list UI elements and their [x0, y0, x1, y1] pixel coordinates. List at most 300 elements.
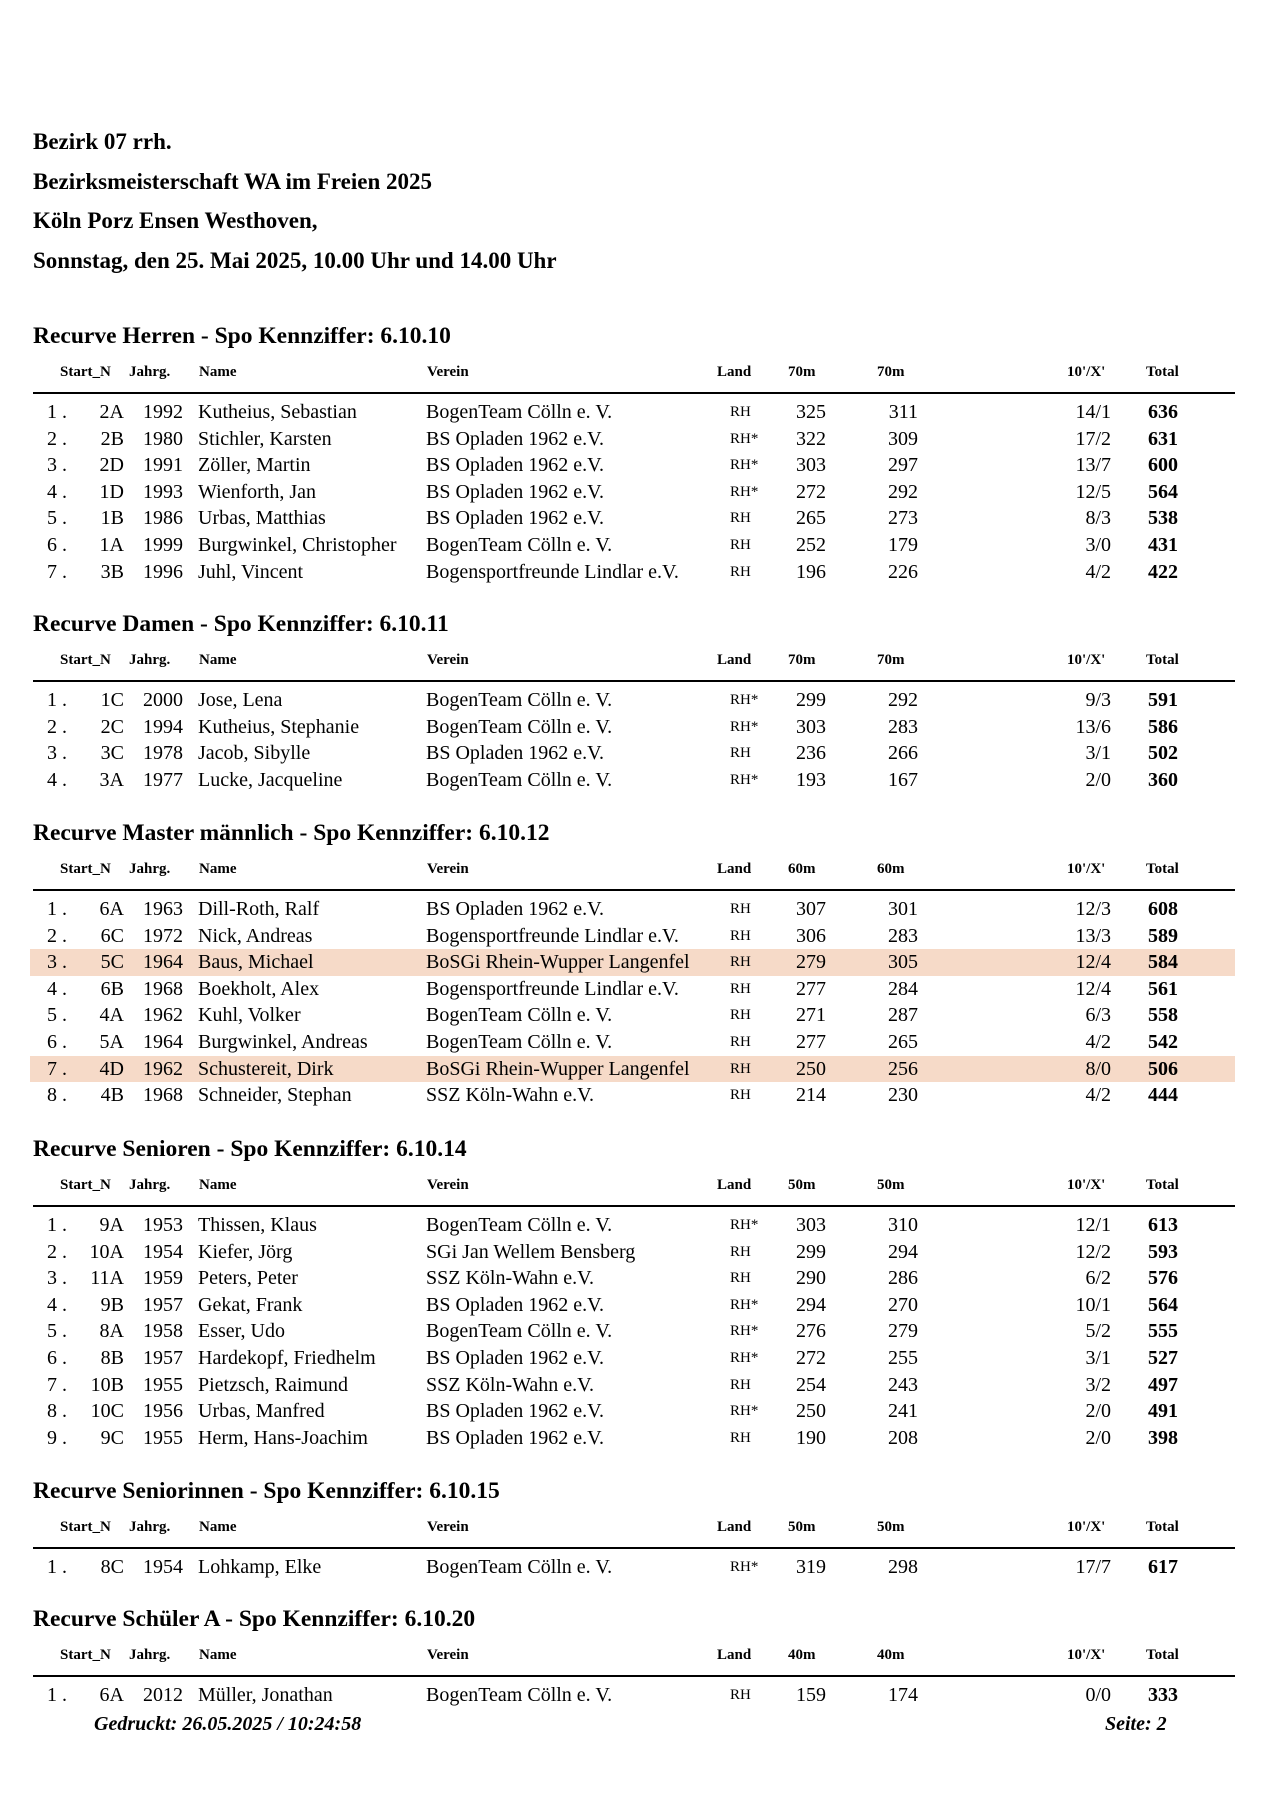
cell-total: 422	[1148, 560, 1178, 583]
cell-year: 1993	[143, 480, 183, 503]
cell-land: RH	[730, 1060, 751, 1077]
cell-rank: 4 .	[47, 480, 67, 503]
cell-x: 12/5	[1075, 480, 1111, 503]
table-row	[30, 949, 1235, 976]
cell-name: Stichler, Karsten	[198, 427, 332, 450]
cell-land: RH*	[730, 457, 759, 474]
category-title: Recurve Master männlich - Spo Kennziffer: 6.10.12	[33, 820, 550, 846]
cell-start: 11A	[90, 1267, 124, 1290]
table-row	[0, 399, 1280, 426]
cell-name: Zöller, Martin	[198, 454, 311, 477]
cell-name: Burgwinkel, Christopher	[198, 533, 397, 556]
cell-club: SSZ Köln-Wahn e.V.	[426, 1373, 595, 1396]
cell-year: 1992	[143, 401, 183, 423]
cell-start: 1D	[99, 480, 124, 503]
cell-year: 1955	[143, 1426, 183, 1449]
cell-club: Bogensportfreunde Lindlar e.V.	[426, 977, 679, 1000]
column-header-x: 10'/X'	[1067, 861, 1106, 877]
column-header-r1: 40m	[788, 1647, 816, 1663]
cell-year: 1968	[143, 977, 183, 1000]
cell-land: RH*	[730, 1559, 759, 1575]
cell-year: 1964	[143, 951, 183, 974]
cell-name: Juhl, Vincent	[198, 560, 304, 583]
cell-year: 1955	[143, 1373, 183, 1396]
cell-rank: 9 .	[47, 1426, 67, 1449]
cell-land: RH	[730, 954, 751, 971]
cell-start: 9B	[100, 1293, 124, 1316]
table-row	[0, 559, 1280, 586]
cell-land: RH*	[730, 692, 759, 708]
page-number: Seite: 2	[1105, 1713, 1167, 1735]
cell-total: 360	[1148, 768, 1178, 791]
column-header-x: 10'/X'	[1067, 364, 1106, 380]
cell-start: 3A	[99, 768, 124, 791]
cell-r1: 322	[796, 427, 826, 450]
table-row	[0, 687, 1280, 714]
cell-club: BS Opladen 1962 e.V.	[426, 507, 604, 530]
column-header-start: Start_N	[60, 364, 111, 380]
cell-rank: 6 .	[47, 533, 67, 556]
cell-rank: 1 .	[47, 898, 67, 920]
cell-r1: 276	[796, 1320, 826, 1343]
cell-x: 13/7	[1075, 454, 1111, 477]
cell-start: 6A	[99, 898, 124, 920]
cell-r1: 252	[796, 533, 826, 556]
column-header-row	[0, 861, 1280, 881]
table-row	[0, 1292, 1280, 1319]
cell-land: RH	[730, 1429, 751, 1446]
cell-club: BogenTeam Cölln e. V.	[426, 533, 613, 556]
cell-r2: 284	[888, 977, 918, 1000]
cell-r1: 299	[796, 1240, 826, 1263]
cell-start: 5C	[100, 951, 124, 974]
cell-name: Esser, Udo	[198, 1320, 285, 1343]
result-rows	[0, 1212, 1280, 1451]
column-header-r2: 50m	[877, 1519, 905, 1535]
cell-land: RH	[730, 901, 751, 917]
column-header-total: Total	[1146, 1647, 1179, 1663]
cell-year: 1986	[143, 507, 183, 530]
column-header-year: Jahrg.	[129, 1647, 171, 1663]
cell-total: 333	[1148, 1684, 1178, 1706]
cell-total: 506	[1148, 1057, 1178, 1080]
cell-club: BS Opladen 1962 e.V.	[426, 454, 604, 477]
cell-rank: 2 .	[47, 924, 67, 947]
cell-r2: 298	[888, 1556, 918, 1578]
cell-x: 13/3	[1075, 924, 1111, 947]
cell-year: 1978	[143, 742, 183, 765]
cell-land: RH	[730, 1270, 751, 1287]
table-row	[0, 532, 1280, 559]
cell-year: 1964	[143, 1030, 183, 1053]
cell-r2: 167	[888, 768, 918, 791]
column-header-total: Total	[1146, 861, 1179, 877]
cell-start: 1A	[99, 533, 124, 556]
cell-total: 564	[1148, 1293, 1178, 1316]
cell-name: Lohkamp, Elke	[198, 1556, 322, 1578]
table-row	[0, 1002, 1280, 1029]
cell-total: 431	[1148, 533, 1178, 556]
column-header-name: Name	[199, 364, 237, 380]
column-header-r2: 60m	[877, 861, 905, 877]
cell-club: BS Opladen 1962 e.V.	[426, 1346, 604, 1369]
cell-total: 576	[1148, 1267, 1178, 1290]
cell-name: Jacob, Sibylle	[198, 742, 311, 765]
cell-name: Wienforth, Jan	[198, 480, 317, 503]
cell-rank: 5 .	[47, 507, 67, 530]
cell-name: Jose, Lena	[198, 689, 283, 711]
column-header-name: Name	[199, 1177, 237, 1193]
cell-total: 444	[1148, 1084, 1178, 1107]
column-header-club: Verein	[427, 1647, 469, 1663]
cell-rank: 3 .	[47, 454, 67, 477]
cell-x: 17/2	[1075, 427, 1111, 450]
table-row	[0, 1345, 1280, 1372]
cell-land: RH	[730, 536, 751, 553]
column-header-land: Land	[717, 1177, 752, 1193]
column-header-r1: 50m	[788, 1177, 816, 1193]
event-title: Bezirksmeisterschaft WA im Freien 2025	[33, 169, 433, 194]
cell-x: 4/2	[1085, 560, 1111, 583]
cell-r1: 272	[796, 1346, 826, 1369]
column-header-r2: 70m	[877, 364, 905, 380]
cell-year: 1977	[143, 768, 183, 791]
column-header-total: Total	[1146, 652, 1179, 668]
cell-start: 8B	[100, 1346, 124, 1369]
cell-x: 4/2	[1085, 1084, 1111, 1107]
cell-rank: 5 .	[47, 1004, 67, 1027]
result-rows	[0, 399, 1280, 585]
cell-name: Peters, Peter	[198, 1267, 298, 1290]
cell-land: RH*	[730, 718, 759, 735]
cell-year: 1957	[143, 1346, 183, 1369]
cell-year: 1972	[143, 924, 183, 947]
cell-r1: 254	[796, 1373, 826, 1396]
column-header-total: Total	[1146, 1519, 1179, 1535]
cell-start: 2B	[100, 427, 124, 450]
cell-land: RH	[730, 1687, 751, 1703]
cell-x: 8/3	[1085, 507, 1111, 530]
column-header-land: Land	[717, 652, 752, 668]
cell-r1: 272	[796, 480, 826, 503]
header-rule	[33, 1675, 1235, 1677]
cell-club: BS Opladen 1962 e.V.	[426, 1400, 604, 1423]
table-row	[0, 714, 1280, 741]
cell-land: RH	[730, 404, 751, 420]
cell-total: 589	[1148, 924, 1178, 947]
cell-r2: 241	[888, 1400, 918, 1423]
column-header-land: Land	[717, 1647, 752, 1663]
table-row	[0, 1029, 1280, 1056]
event-date: Sonnstag, den 25. Mai 2025, 10.00 Uhr und 14.00 Uhr	[33, 248, 557, 273]
cell-name: Kutheius, Stephanie	[198, 715, 360, 738]
table-row	[0, 1265, 1280, 1292]
cell-x: 13/6	[1075, 715, 1111, 738]
cell-total: 491	[1148, 1400, 1178, 1423]
cell-x: 14/1	[1075, 401, 1111, 423]
cell-x: 2/0	[1085, 1400, 1111, 1423]
column-header-year: Jahrg.	[129, 1519, 171, 1535]
column-header-name: Name	[199, 1647, 237, 1663]
cell-land: RH*	[730, 1403, 759, 1420]
column-header-name: Name	[199, 1519, 237, 1535]
cell-name: Burgwinkel, Andreas	[198, 1030, 368, 1053]
cell-x: 12/1	[1075, 1214, 1111, 1236]
cell-r1: 271	[796, 1004, 826, 1027]
cell-r2: 230	[888, 1084, 918, 1107]
table-row	[0, 896, 1280, 923]
cell-x: 12/2	[1075, 1240, 1111, 1263]
cell-total: 584	[1148, 951, 1178, 974]
cell-r1: 303	[796, 715, 826, 738]
cell-start: 10C	[90, 1400, 124, 1423]
cell-total: 586	[1148, 715, 1178, 738]
column-header-row	[0, 1647, 1280, 1667]
cell-land: RH	[730, 980, 751, 997]
column-header-row	[0, 1177, 1280, 1197]
cell-start: 2A	[99, 401, 124, 423]
cell-r1: 196	[796, 560, 826, 583]
table-row	[0, 1425, 1280, 1452]
column-header-name: Name	[199, 652, 237, 668]
column-header-year: Jahrg.	[129, 364, 171, 380]
result-rows	[0, 1554, 1280, 1581]
category-title: Recurve Seniorinnen - Spo Kennziffer: 6.10.15	[33, 1478, 500, 1504]
cell-year: 1963	[143, 898, 183, 920]
cell-club: BS Opladen 1962 e.V.	[426, 427, 604, 450]
cell-r2: 294	[888, 1240, 918, 1263]
cell-rank: 6 .	[47, 1030, 67, 1053]
cell-name: Kiefer, Jörg	[198, 1240, 293, 1263]
cell-rank: 4 .	[47, 1293, 67, 1316]
cell-r2: 270	[888, 1293, 918, 1316]
cell-rank: 1 .	[47, 1214, 67, 1236]
cell-x: 2/0	[1085, 1426, 1111, 1449]
cell-r2: 226	[888, 560, 918, 583]
cell-year: 1996	[143, 560, 183, 583]
category-title: Recurve Senioren - Spo Kennziffer: 6.10.14	[33, 1136, 467, 1162]
cell-r2: 286	[888, 1267, 918, 1290]
cell-club: BS Opladen 1962 e.V.	[426, 742, 604, 765]
column-header-r1: 70m	[788, 364, 816, 380]
table-row	[30, 1056, 1235, 1083]
cell-r2: 305	[888, 951, 918, 974]
cell-total: 617	[1148, 1556, 1178, 1578]
cell-rank: 7 .	[47, 1373, 67, 1396]
cell-r1: 265	[796, 507, 826, 530]
cell-name: Kuhl, Volker	[198, 1004, 301, 1027]
column-header-start: Start_N	[60, 1177, 111, 1193]
cell-year: 1954	[143, 1240, 183, 1263]
header-rule	[33, 1205, 1235, 1207]
cell-club: BogenTeam Cölln e. V.	[426, 715, 613, 738]
cell-r2: 208	[888, 1426, 918, 1449]
table-row	[0, 1398, 1280, 1425]
cell-r2: 256	[888, 1057, 918, 1080]
cell-r1: 214	[796, 1084, 826, 1107]
cell-land: RH	[730, 1087, 751, 1104]
cell-name: Urbas, Matthias	[198, 507, 326, 530]
column-header-club: Verein	[427, 652, 469, 668]
cell-x: 12/4	[1075, 951, 1111, 974]
cell-r1: 193	[796, 768, 826, 791]
cell-club: SSZ Köln-Wahn e.V.	[426, 1084, 595, 1107]
cell-start: 3B	[100, 560, 124, 583]
cell-x: 9/3	[1085, 689, 1111, 711]
cell-name: Schustereit, Dirk	[198, 1057, 334, 1080]
cell-club: BogenTeam Cölln e. V.	[426, 1684, 613, 1706]
cell-r1: 306	[796, 924, 826, 947]
cell-club: BogenTeam Cölln e. V.	[426, 1004, 613, 1027]
cell-land: RH*	[730, 1217, 759, 1233]
result-rows	[0, 1682, 1280, 1709]
cell-total: 636	[1148, 401, 1178, 423]
cell-year: 1953	[143, 1214, 183, 1236]
header-rule	[33, 889, 1235, 891]
cell-r2: 297	[888, 454, 918, 477]
cell-land: RH	[730, 1033, 751, 1050]
cell-name: Schneider, Stephan	[198, 1084, 352, 1107]
cell-total: 564	[1148, 480, 1178, 503]
cell-x: 8/0	[1085, 1057, 1111, 1080]
cell-x: 6/3	[1085, 1004, 1111, 1027]
cell-rank: 4 .	[47, 977, 67, 1000]
cell-start: 10A	[89, 1240, 124, 1263]
column-header-row	[0, 364, 1280, 384]
cell-r2: 287	[888, 1004, 918, 1027]
cell-start: 3C	[100, 742, 124, 765]
cell-r1: 319	[796, 1556, 826, 1578]
cell-total: 497	[1148, 1373, 1178, 1396]
cell-club: BogenTeam Cölln e. V.	[426, 689, 613, 711]
result-rows	[0, 896, 1280, 1109]
cell-year: 1959	[143, 1267, 183, 1290]
cell-x: 5/2	[1085, 1320, 1111, 1343]
cell-year: 1956	[143, 1400, 183, 1423]
cell-r1: 159	[796, 1684, 826, 1706]
table-row	[0, 452, 1280, 479]
column-header-land: Land	[717, 364, 752, 380]
cell-rank: 1 .	[47, 689, 67, 711]
table-row	[0, 976, 1280, 1003]
table-row	[0, 1318, 1280, 1345]
cell-name: Müller, Jonathan	[198, 1684, 333, 1706]
cell-club: BogenTeam Cölln e. V.	[426, 1030, 613, 1053]
cell-start: 6C	[100, 924, 124, 947]
table-row	[0, 505, 1280, 532]
cell-r1: 303	[796, 454, 826, 477]
cell-r1: 236	[796, 742, 826, 765]
cell-start: 9A	[99, 1214, 124, 1236]
cell-name: Urbas, Manfred	[198, 1400, 325, 1423]
table-row	[0, 1212, 1280, 1239]
cell-land: RH*	[730, 483, 759, 500]
header-rule	[33, 392, 1235, 394]
cell-r1: 294	[796, 1293, 826, 1316]
cell-name: Hardekopf, Friedhelm	[198, 1346, 376, 1369]
cell-x: 3/2	[1085, 1373, 1111, 1396]
column-header-row	[0, 652, 1280, 672]
cell-year: 1980	[143, 427, 183, 450]
cell-rank: 6 .	[47, 1346, 67, 1369]
cell-r2: 255	[888, 1346, 918, 1369]
column-header-start: Start_N	[60, 1647, 111, 1663]
cell-rank: 2 .	[47, 427, 67, 450]
cell-total: 561	[1148, 977, 1178, 1000]
cell-start: 4D	[99, 1057, 124, 1080]
cell-land: RH	[730, 510, 751, 527]
cell-x: 3/0	[1085, 533, 1111, 556]
column-header-club: Verein	[427, 1519, 469, 1535]
category-title: Recurve Herren - Spo Kennziffer: 6.10.10	[33, 323, 451, 349]
cell-total: 600	[1148, 454, 1178, 477]
cell-club: BS Opladen 1962 e.V.	[426, 1426, 604, 1449]
cell-year: 1968	[143, 1084, 183, 1107]
cell-club: BogenTeam Cölln e. V.	[426, 401, 613, 423]
cell-start: 1C	[100, 689, 124, 711]
cell-rank: 3 .	[47, 951, 67, 974]
column-header-r2: 40m	[877, 1647, 905, 1663]
cell-start: 6A	[99, 1684, 124, 1706]
cell-land: RH*	[730, 771, 759, 788]
column-header-club: Verein	[427, 861, 469, 877]
cell-club: SGi Jan Wellem Bensberg	[426, 1240, 636, 1263]
event-location: Köln Porz Ensen Westhoven,	[33, 208, 318, 233]
table-row	[0, 1554, 1280, 1581]
cell-r2: 310	[888, 1214, 918, 1236]
cell-r1: 279	[796, 951, 826, 974]
header-rule	[33, 680, 1235, 682]
category-title: Recurve Damen - Spo Kennziffer: 6.10.11	[33, 611, 449, 637]
cell-total: 527	[1148, 1346, 1178, 1369]
cell-total: 398	[1148, 1426, 1178, 1449]
column-header-x: 10'/X'	[1067, 652, 1106, 668]
cell-land: RH	[730, 1243, 751, 1260]
cell-x: 3/1	[1085, 742, 1111, 765]
cell-rank: 5 .	[47, 1320, 67, 1343]
cell-rank: 1 .	[47, 401, 67, 423]
cell-r2: 292	[888, 480, 918, 503]
cell-year: 1962	[143, 1057, 183, 1080]
table-row	[0, 1682, 1280, 1709]
result-rows	[0, 687, 1280, 793]
cell-club: BoSGi Rhein-Wupper Langenfel	[426, 951, 690, 974]
cell-total: 558	[1148, 1004, 1178, 1027]
cell-r1: 277	[796, 1030, 826, 1053]
cell-total: 542	[1148, 1030, 1178, 1053]
cell-year: 1958	[143, 1320, 183, 1343]
column-header-year: Jahrg.	[129, 1177, 171, 1193]
table-row	[0, 426, 1280, 453]
cell-x: 3/1	[1085, 1346, 1111, 1369]
cell-land: RH*	[730, 1323, 759, 1340]
cell-rank: 2 .	[47, 1240, 67, 1263]
cell-start: 8A	[99, 1320, 124, 1343]
cell-rank: 7 .	[47, 560, 67, 583]
cell-r2: 273	[888, 507, 918, 530]
column-header-x: 10'/X'	[1067, 1519, 1106, 1535]
column-header-row	[0, 1519, 1280, 1539]
cell-land: RH*	[730, 1296, 759, 1313]
cell-start: 9C	[100, 1426, 124, 1449]
cell-r2: 174	[888, 1684, 918, 1706]
column-header-start: Start_N	[60, 652, 111, 668]
cell-r1: 299	[796, 689, 826, 711]
column-header-land: Land	[717, 1519, 752, 1535]
cell-x: 4/2	[1085, 1030, 1111, 1053]
cell-year: 1954	[143, 1556, 183, 1578]
cell-start: 2C	[100, 715, 124, 738]
